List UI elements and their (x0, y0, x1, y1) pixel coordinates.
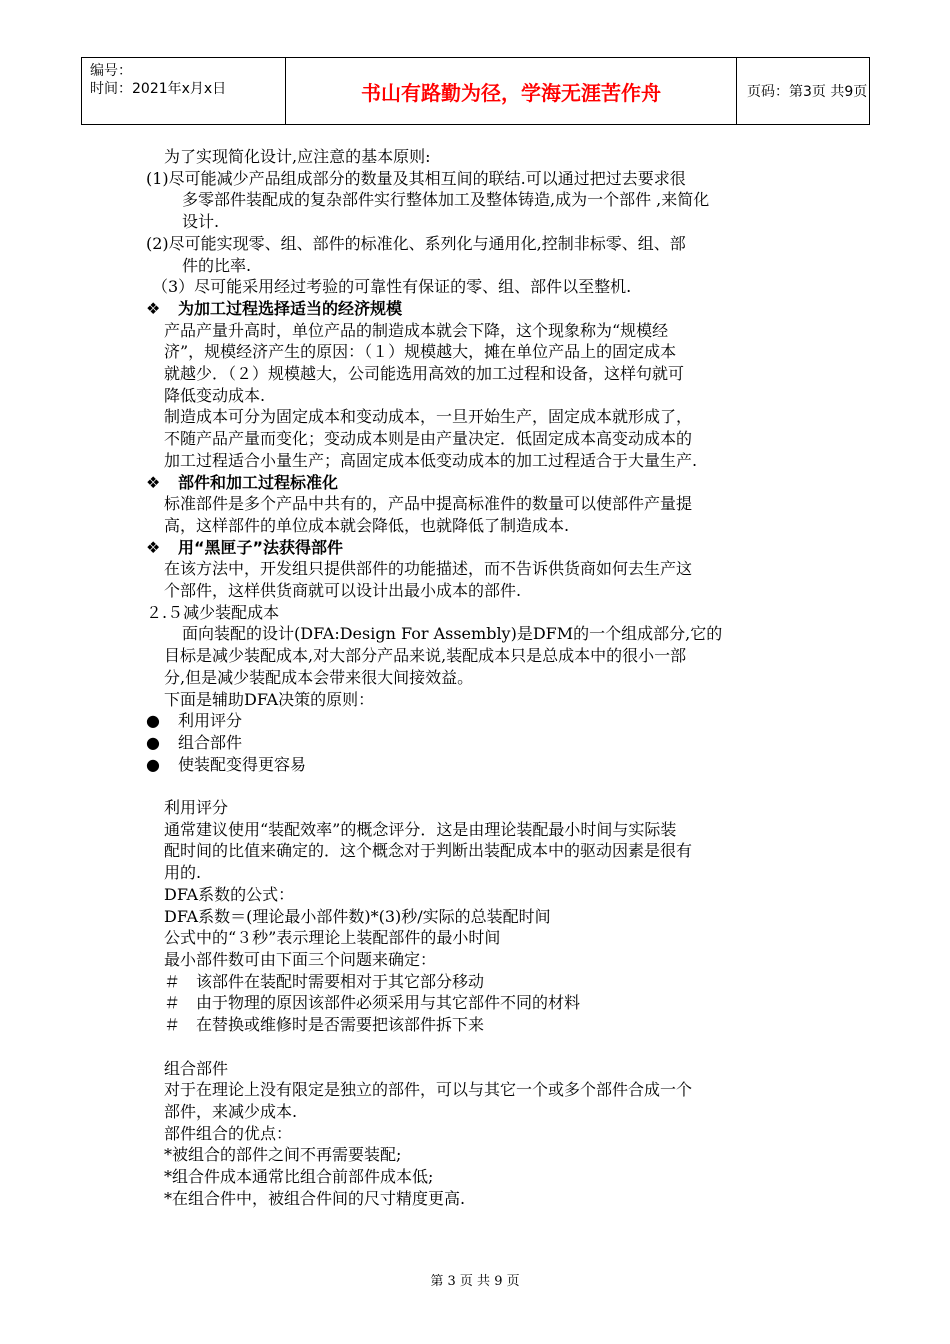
section-heading: ❖ 部件和加工过程标准化 (146, 472, 339, 492)
paragraph-line: 部件，来减少成本. (164, 1101, 298, 1121)
paragraph-line: (2)尽可能实现零、组、部件的标准化、系列化与通用化,控制非标零、组、部 (146, 233, 686, 253)
paragraph-line: 高，这样部件的单位成本就会降低，也就降低了制造成本. (164, 515, 570, 535)
paragraph-line: 面向装配的设计(DFA:Design For Assembly)是DFM的一个组成部分,它的 (182, 624, 723, 644)
paragraph-line: *组合件成本通常比组合前部件成本低; (164, 1167, 434, 1187)
section-heading: ❖ 为加工过程选择适当的经济规模 (146, 298, 403, 318)
paragraph-line: *在组合件中，被组合件间的尺寸精度更高. (164, 1188, 466, 1208)
paragraph-line: (1)尽可能减少产品组成部分的数量及其相互间的联结.可以通过把过去要求很 (146, 168, 686, 188)
list-item: ● 组合部件 (146, 732, 243, 752)
section-heading: ❖ 用“黑匣子”法获得部件 (146, 537, 344, 557)
paragraph-line: 最小部件数可由下面三个问题来确定： (164, 950, 437, 969)
subsection-title: ２.５减少装配成本 (146, 602, 280, 622)
paragraph-line: 不随产品产量而变化；变动成本则是由产量决定．低固定成本高变动成本的 (164, 429, 693, 449)
paragraph-line: 降低变动成本. (164, 385, 266, 405)
paragraph-line: 济”，规模经济产生的原因：（１）规模越大，摊在单位产品上的固定成本 (164, 342, 677, 362)
serial-number-label: 编号： (90, 63, 132, 79)
paragraph-line: 对于在理论上没有限定是独立的部件，可以与其它一个或多个部件合成一个 (164, 1080, 693, 1100)
header-page-info: 页码：第3页 共9页 (747, 84, 868, 100)
dot-bullet-icon: ● (146, 711, 160, 731)
paragraph-line: 在该方法中，开发组只提供部件的功能描述，而不告诉供货商如何去生产这 (164, 559, 693, 579)
paragraph-line: 加工过程适合小量生产；高固定成本低变动成本的加工过程适合于大量生产. (164, 450, 698, 470)
document-body (146, 146, 810, 1209)
time-label: 时间：2021年x月x日 (90, 81, 227, 97)
spacer (146, 775, 810, 797)
dot-bullet-icon: ● (146, 754, 160, 774)
paragraph-line: ＃ 该部件在装配时需要相对于其它部分移动 (164, 971, 485, 991)
paragraph-line: 利用评分 (164, 798, 229, 818)
paragraph-line: 部件组合的优点： (164, 1123, 293, 1143)
paragraph-line: ＃ 由于物理的原因该部件必须采用与其它部件不同的材料 (164, 993, 581, 1013)
paragraph-line: 个部件，这样供货商就可以设计出最小成本的部件. (164, 581, 522, 601)
list-item: ● 利用评分 (146, 711, 243, 731)
page-header-table (81, 57, 870, 125)
paragraph-line: 下面是辅助DFA决策的原则： (164, 689, 375, 709)
paragraph-line: 设计. (182, 212, 220, 232)
paragraph-line: 用的. (164, 863, 202, 883)
spacer (146, 1036, 810, 1058)
paragraph-line: 公式中的“３秒”表示理论上装配部件的最小时间 (164, 928, 501, 948)
paragraph-line: DFA系数的公式： (164, 884, 295, 904)
paragraph-line: 标准部件是多个产品中共有的，产品中提高标准件的数量可以使部件产量提 (164, 494, 693, 514)
list-item: ● 使装配变得更容易 (146, 754, 307, 774)
paragraph-line: 配时间的比值来确定的．这个概念对于判断出装配成本中的驱动因素是很有 (164, 841, 693, 861)
page-footer: 第 3 页 共 9 页 (430, 1274, 520, 1289)
paragraph-line: 件的比率. (182, 255, 252, 275)
dot-bullet-icon: ● (146, 732, 160, 752)
diamond-bullet-icon: ❖ (146, 537, 161, 557)
paragraph-line: DFA系数＝(理论最小部件数)*(3)秒/实际的总装配时间 (164, 906, 551, 926)
diamond-bullet-icon: ❖ (146, 298, 161, 318)
paragraph-line: 目标是减少装配成本,对大部分产品来说,装配成本只是总成本中的很小一部 (164, 646, 687, 666)
paragraph-line: 就越少．（２）规模越大，公司能选用高效的加工过程和设备，这样句就可 (164, 364, 685, 384)
paragraph-line: 组合部件 (164, 1058, 229, 1078)
paragraph-line: 多零部件装配成的复杂部件实行整体加工及整体铸造,成为一个部件 ,来简化 (182, 190, 710, 210)
diamond-bullet-icon: ❖ (146, 472, 161, 492)
paragraph-line: 产品产量升高时，单位产品的制造成本就会下降，这个现象称为“规模经 (164, 320, 669, 340)
paragraph-line: 分,但是减少装配成本会带来很大间接效益。 (164, 667, 474, 687)
paragraph-line: 通常建议使用“装配效率”的概念评分．这是由理论装配最小时间与实际装 (164, 819, 677, 839)
header-motto: 书山有路勤为径，学海无涯苦作舟 (286, 58, 737, 124)
paragraph-line: ＃ 在替换或维修时是否需要把该部件拆下来 (164, 1015, 485, 1035)
paragraph-line: *被组合的部件之间不再需要装配; (164, 1145, 402, 1165)
paragraph-line: 为了实现简化设计,应注意的基本原则: (164, 147, 431, 166)
paragraph-line: 制造成本可分为固定成本和变动成本，一旦开始生产，固定成本就形成了， (164, 407, 693, 427)
paragraph-line: （3）尽可能采用经过考验的可靠性有保证的零、组、部件以至整机. (152, 277, 632, 297)
header-meta-cell (82, 58, 286, 124)
